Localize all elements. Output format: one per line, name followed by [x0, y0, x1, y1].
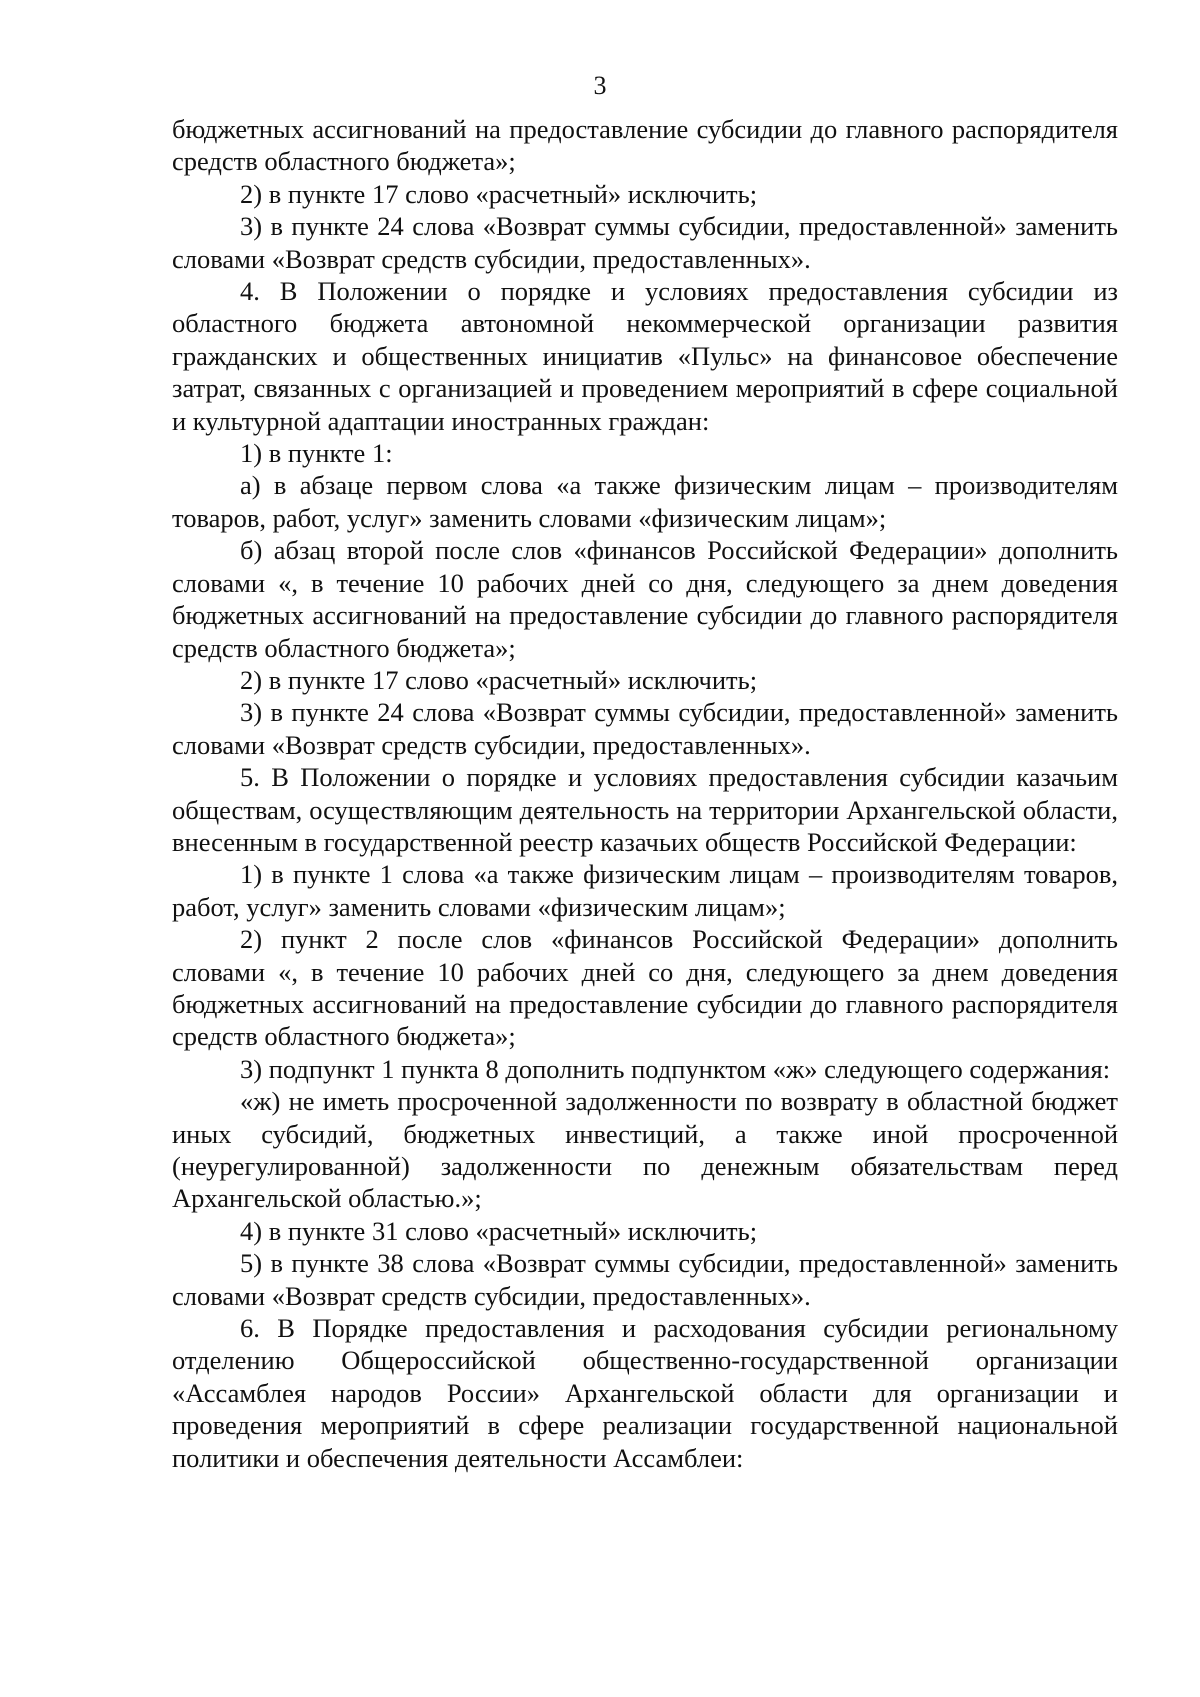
paragraph-section-5: 5. В Положении о порядке и условиях предоставления субсидии казачьим обществам, осуществляющим деятельность на территории Архангельской области, внесенным в государственной реестр казачьих обществ Российской Федерации: — [172, 762, 1118, 857]
paragraph-5-item-1: 1) в пункте 1 слова «а также физическим лицам – производителям товаров, работ, услуг» заменить словами «физическим лицам»; — [172, 859, 1118, 922]
paragraph-4-item-3: 3) в пункте 24 слова «Возврат суммы субсидии, предоставленной» заменить словами «Возврат средств субсидии, предоставленных». — [172, 697, 1118, 760]
paragraph-5-item-4: 4) в пункте 31 слово «расчетный» исключить; — [240, 1215, 758, 1246]
paragraph-4-item-1a: а) в абзаце первом слова «а также физическим лицам – производителям товаров, работ, услуг» заменить словами «физическим лицам»; — [172, 470, 1118, 533]
page-number: 3 — [593, 71, 607, 100]
paragraph-4-item-1: 1) в пункте 1: — [240, 438, 393, 469]
paragraph-4-item-2: 2) в пункте 17 слово «расчетный» исключить; — [240, 664, 758, 695]
paragraph-5-item-3-zh: «ж) не иметь просроченной задолженности по возврату в областной бюджет иных субсидий, бюджетных инвестиций, а также иной просроченной (неурегулированной) задолженности по денежным обязательствам перед Архангельской областью.»; — [172, 1086, 1118, 1214]
paragraph-3-item-2: 2) в пункте 17 слово «расчетный» исключить; — [240, 178, 758, 209]
paragraph-section-6: 6. В Порядке предоставления и расходования субсидии региональному отделению Общероссийской общественно-государственной организации «Ассамблея народов России» Архангельской области для организации и проведения мероприятий в сфере реализации государственной национальной политики и обеспечения деятельности Ассамблеи: — [172, 1313, 1118, 1473]
paragraph-continuation: бюджетных ассигнований на предоставление субсидии до главного распорядителя средств областного бюджета»; — [172, 114, 1118, 177]
paragraph-5-item-5: 5) в пункте 38 слова «Возврат суммы субсидии, предоставленной» заменить словами «Возврат средств субсидии, предоставленных». — [172, 1248, 1118, 1311]
document-body — [172, 113, 1118, 1474]
paragraph-3-item-3: 3) в пункте 24 слова «Возврат суммы субсидии, предоставленной» заменить словами «Возврат средств субсидии, предоставленных». — [172, 211, 1118, 274]
paragraph-5-item-3: 3) подпункт 1 пункта 8 дополнить подпунктом «ж» следующего содержания: — [240, 1053, 1111, 1084]
paragraph-5-item-2: 2) пункт 2 после слов «финансов Российской Федерации» дополнить словами «, в течение 10 рабочих дней со дня, следующего за днем доведения бюджетных ассигнований на предоставление субсидии до главного распорядителя средств областного бюджета»; — [172, 924, 1118, 1052]
paragraph-section-4: 4. В Положении о порядке и условиях предоставления субсидии из областного бюджета автономной некоммерческой организации развития гражданских и общественных инициатив «Пульс» на финансовое обеспечение затрат, связанных с организацией и проведением мероприятий в сфере социальной и культурной адаптации иностранных граждан: — [172, 276, 1118, 436]
paragraph-4-item-1b: б) абзац второй после слов «финансов Российской Федерации» дополнить словами «, в течение 10 рабочих дней со дня, следующего за днем доведения бюджетных ассигнований на предоставление субсидии до главного распорядителя средств областного бюджета»; — [172, 535, 1118, 663]
